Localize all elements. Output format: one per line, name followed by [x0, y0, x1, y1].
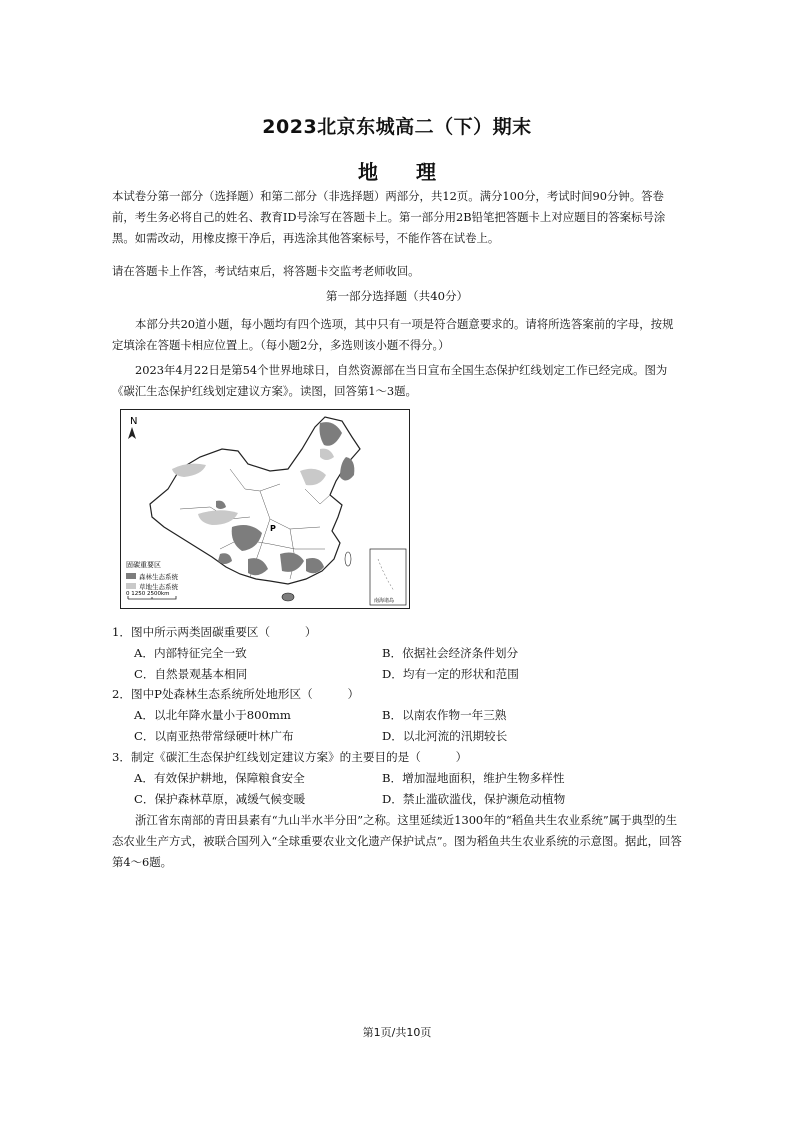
q3-option-c: C．保护森林草原，减缓气候变暖 — [134, 792, 306, 806]
q3-option-d: D．禁止滥砍滥伐，保护濒危动植物 — [382, 792, 566, 806]
label-p: P — [270, 524, 276, 533]
q1-option-d: D．均有一定的形状和范围 — [382, 667, 519, 681]
q1-option-b: B．依据社会经济条件划分 — [382, 646, 519, 660]
legend-title: 固碳重要区 — [126, 561, 161, 569]
q2-option-a: A．以北年降水量小于800mm — [134, 708, 291, 722]
hainan-island — [282, 593, 294, 601]
page-footer: 第1页/共10页 — [362, 1026, 432, 1039]
q2-option-c: C．以南亚热带常绿硬叶林广布 — [134, 729, 294, 743]
south-sea-inset — [370, 549, 406, 605]
question-1-stem: 1．图中所示两类固碳重要区（ ） — [112, 625, 317, 639]
legend-grass-swatch — [126, 583, 136, 589]
q3-option-b: B．增加湿地面积，维护生物多样性 — [382, 771, 565, 785]
intro-paragraph: 本试卷分第一部分（选择题）和第二部分（非选择题）两部分，共12页。满分100分，考试时间90分钟。答卷前，考生务必将自己的姓名、教育ID号涂写在答题卡上。第一部分用2B铅笔把答题卡上对应题目的答案标号涂黑。如需改动，用橡皮擦干净后，再选涂其他答案标号，不能作答在试卷上。 — [112, 189, 666, 245]
section-description: 本部分共20道小题，每小题均有四个选项，其中只有一项是符合题意要求的。请将所选答案前的字母，按规定填涂在答题卡相应位置上。（每小题2分，多选则该小题不得分。） — [112, 317, 674, 352]
scale-label: 0 1250 2500km — [126, 591, 170, 597]
intro-note: 请在答题卡上作答，考试结束后，将答题卡交监考老师收回。 — [112, 264, 420, 278]
q3-option-a: A．有效保护耕地，保障粮食安全 — [134, 771, 305, 785]
q2-option-d: D．以北河流的汛期较长 — [382, 729, 508, 743]
legend-grass-label: 草地生态系统 — [139, 583, 178, 591]
legend-forest-label: 森林生态系统 — [139, 573, 178, 581]
q2-option-b: B．以南农作物一年三熟 — [382, 708, 507, 722]
legend-forest-swatch — [126, 573, 136, 579]
background-text-2: 浙江省东南部的青田县素有“九山半水半分田”之称。这里延续近1300年的“稻鱼共生农业系统”属于典型的生态农业生产方式，被联合国列入“全球重要农业文化遗产保护试点”。图为稻鱼共生农业系统的示意图。据此，回答第4～6题。 — [112, 813, 682, 869]
subject-title: 地理 — [358, 160, 474, 184]
taiwan-island — [345, 552, 351, 566]
china-carbon-map — [120, 409, 410, 609]
question-3-stem: 3．制定《碳汇生态保护红线划定建议方案》的主要目的是（ ） — [112, 750, 468, 764]
exam-title: 2023北京东城高二（下）期末 — [262, 116, 532, 138]
section-title: 第一部分选择题（共40分） — [325, 289, 469, 303]
q1-option-a: A．内部特征完全一致 — [134, 646, 247, 660]
q1-option-c: C．自然景观基本相同 — [134, 667, 248, 681]
inset-label: 南海诸岛 — [374, 598, 395, 604]
background-text-1: 2023年4月22日是第54个世界地球日，自然资源部在当日宣布全国生态保护红线划定工作已经完成。图为《碳汇生态保护红线划定建议方案》。读图，回答第1～3题。 — [112, 363, 668, 398]
north-label: N — [130, 416, 138, 427]
question-2-stem: 2．图中P处森林生态系统所处地形区（ ） — [112, 687, 360, 701]
